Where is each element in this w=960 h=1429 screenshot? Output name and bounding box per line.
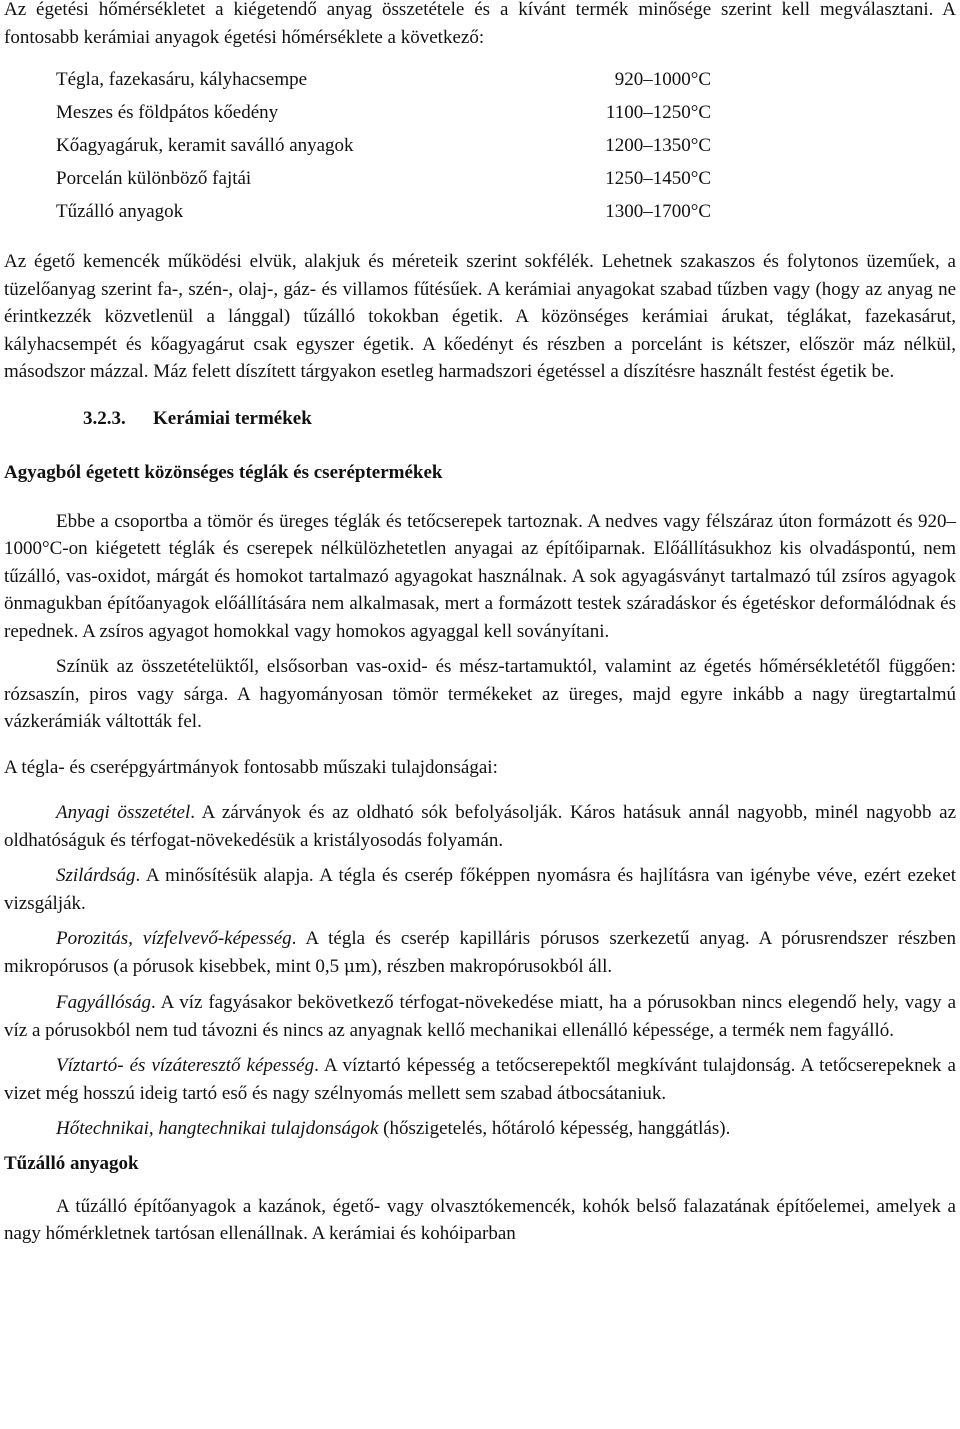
property-term: Fagyállóság: [56, 992, 151, 1013]
firing-temperature-table: [56, 63, 711, 228]
material-name: Meszes és földpátos kőedény: [56, 102, 279, 123]
property-term: Víztartó- és vízáteresztő képesség: [56, 1055, 315, 1076]
property-text: . A víz fagyásakor bekövetkező térfogat-növekedése miatt, ha a pórusokban nincs elegendő hely, vagy a víz a pórusokból nem tud távozni és nincs az anyagnak kellő mechanikai ellenálló képessége, a termék nem fagyálló.: [4, 992, 956, 1041]
intro-paragraph: Az égetési hőmérsékletet a kiégetendő anyag összetétele és a kívánt termék minősége szerint kell megválasztani. A fontosabb kerámiai anyagok égetési hőmérséklete a következő:: [4, 0, 956, 48]
property-text: . A zárványok és az oldható sók befolyásolják. Káros hatásuk annál nagyobb, minél nagyobb az oldhatóságuk és térfogat-növekedésük a kristályosodás folyamán.: [4, 802, 956, 851]
section-title: Kerámiai termékek: [153, 407, 312, 429]
property-text: . A víztartó képesség a tetőcserepektől megkívánt tulajdonság. A tetőcserepeknek a vizet még hosszú ideig tartó eső és nagy szélnyomás mellett sem szabad átbocsátaniuk.: [4, 1055, 956, 1104]
material-name: Kőagyagáruk, keramit saválló anyagok: [56, 135, 354, 156]
bricks-paragraph-1: Ebbe a csoportba a tömör és üreges téglák és tetőcserepek tartoznak. A nedves vagy félszáraz úton formázott és 920–1000°C-on kiégetett téglák és cserepek nélkülözhetetlen anyagai az építőiparnak. Előállításukhoz kis olvadáspontú, nem tűzálló, vas-oxidot, márgát és homokot tartalmazó agyagokat használnak. A sok agyagásványt tartalmazó túl zsíros agyagok önmagukban építőanyagok előállítására nem alkalmasak, mert a formázott testek száradáskor és égetéskor deformálódnak és repednek. A zsíros agyagot homokkal vagy homokos agyaggal kell soványítani.: [4, 510, 956, 642]
property-item: [4, 1115, 956, 1143]
property-item: [4, 925, 956, 981]
unit-micrometer: μm: [343, 956, 372, 977]
property-text: (hőszigetelés, hőtároló képesség, hanggátlás).: [378, 1118, 731, 1139]
temperature-range: 1100–1250°C: [605, 102, 711, 123]
property-term: Anyagi összetétel: [56, 802, 191, 823]
property-item: [4, 799, 956, 854]
property-item: [4, 1052, 956, 1107]
property-term: Szilárdság: [56, 865, 136, 886]
property-text: . A minősítésük alapja. A tégla és cserép főképpen nyomásra és hajlításra van igénybe véve, ezért ezeket vizsgálják.: [4, 865, 956, 914]
material-name: Tűzálló anyagok: [56, 201, 184, 222]
properties-intro: A tégla- és cserépgyártmányok fontosabb műszaki tulajdonságai:: [4, 756, 498, 778]
property-term: Porozitás, vízfelvevő-képesség: [56, 928, 292, 949]
property-text-after: ), részben makropórusokból áll.: [371, 955, 613, 977]
subheading-bricks: Agyagból égetett közönséges téglák és cseréptermékek: [4, 461, 443, 483]
table-row: [56, 162, 711, 195]
temperature-range: 1300–1700°C: [605, 201, 711, 222]
property-text: . A tégla és cserép kapilláris pórusos szerkezetű anyag. A pórusrendszer részben mikropórusos (a pórusok kisebbek, mint 0,5: [4, 928, 956, 977]
section-number: 3.2.3.: [83, 407, 126, 429]
table-row: [56, 63, 711, 96]
property-item: [4, 989, 956, 1044]
table-row: [56, 129, 711, 162]
material-name: Porcelán különböző fajtái: [56, 168, 252, 189]
kilns-paragraph: Az égető kemencék működési elvük, alakjuk és méreteik szerint sokfélék. Lehetnek szakaszos és folytonos üzeműek, a tüzelőanyag szerint fa-, szén-, olaj-, gáz- és villamos fűtésűek. A kerámiai anyagokat szabad tűzben vagy (hogy az anyag ne érintkezzék közvetlenül a lánggal) tűzálló tokokban égetik. A közönséges kerámiai árukat, téglákat, fazekasárut, kályhacsempét és kőagyagárut csak egyszer égetik. A kőedényt és részben a porcelánt is kétszer, először máz nélkül, másodszor mázzal. Máz felett díszített tárgyakon esetleg harmadszori égetéssel a díszítésre használt festést égetik be.: [4, 251, 956, 382]
bricks-paragraph-2: Színük az összetételüktől, elsősorban vas-oxid- és mész-tartamuktól, valamint az égetés hőmérsékletétől függően: rózsaszín, piros vagy sárga. A hagyományosan tömör termékeket az üreges, majd egyre inkább a nagy üregtartalmú vázkerámiák váltották fel.: [4, 656, 956, 732]
temperature-range: 1250–1450°C: [605, 168, 711, 189]
property-term: Hőtechnikai, hangtechnikai tulajdonságok: [56, 1118, 379, 1139]
table-row: [56, 96, 711, 129]
property-item: [4, 862, 956, 917]
temperature-range: 920–1000°C: [614, 69, 711, 90]
section-heading: [4, 404, 956, 434]
subheading-refractory: Tűzálló anyagok: [4, 1152, 139, 1174]
material-name: Tégla, fazekasáru, kályhacsempe: [56, 69, 308, 90]
temperature-range: 1200–1350°C: [605, 135, 711, 156]
refractory-paragraph: A tűzálló építőanyagok a kazánok, égető- vagy olvasztókemencék, kohók belső falazatának építőelemei, amelyek a nagy hőmérkletnek tartósan ellenállnak. A kerámiai és kohóiparban: [4, 1195, 956, 1244]
table-row: [56, 195, 711, 228]
